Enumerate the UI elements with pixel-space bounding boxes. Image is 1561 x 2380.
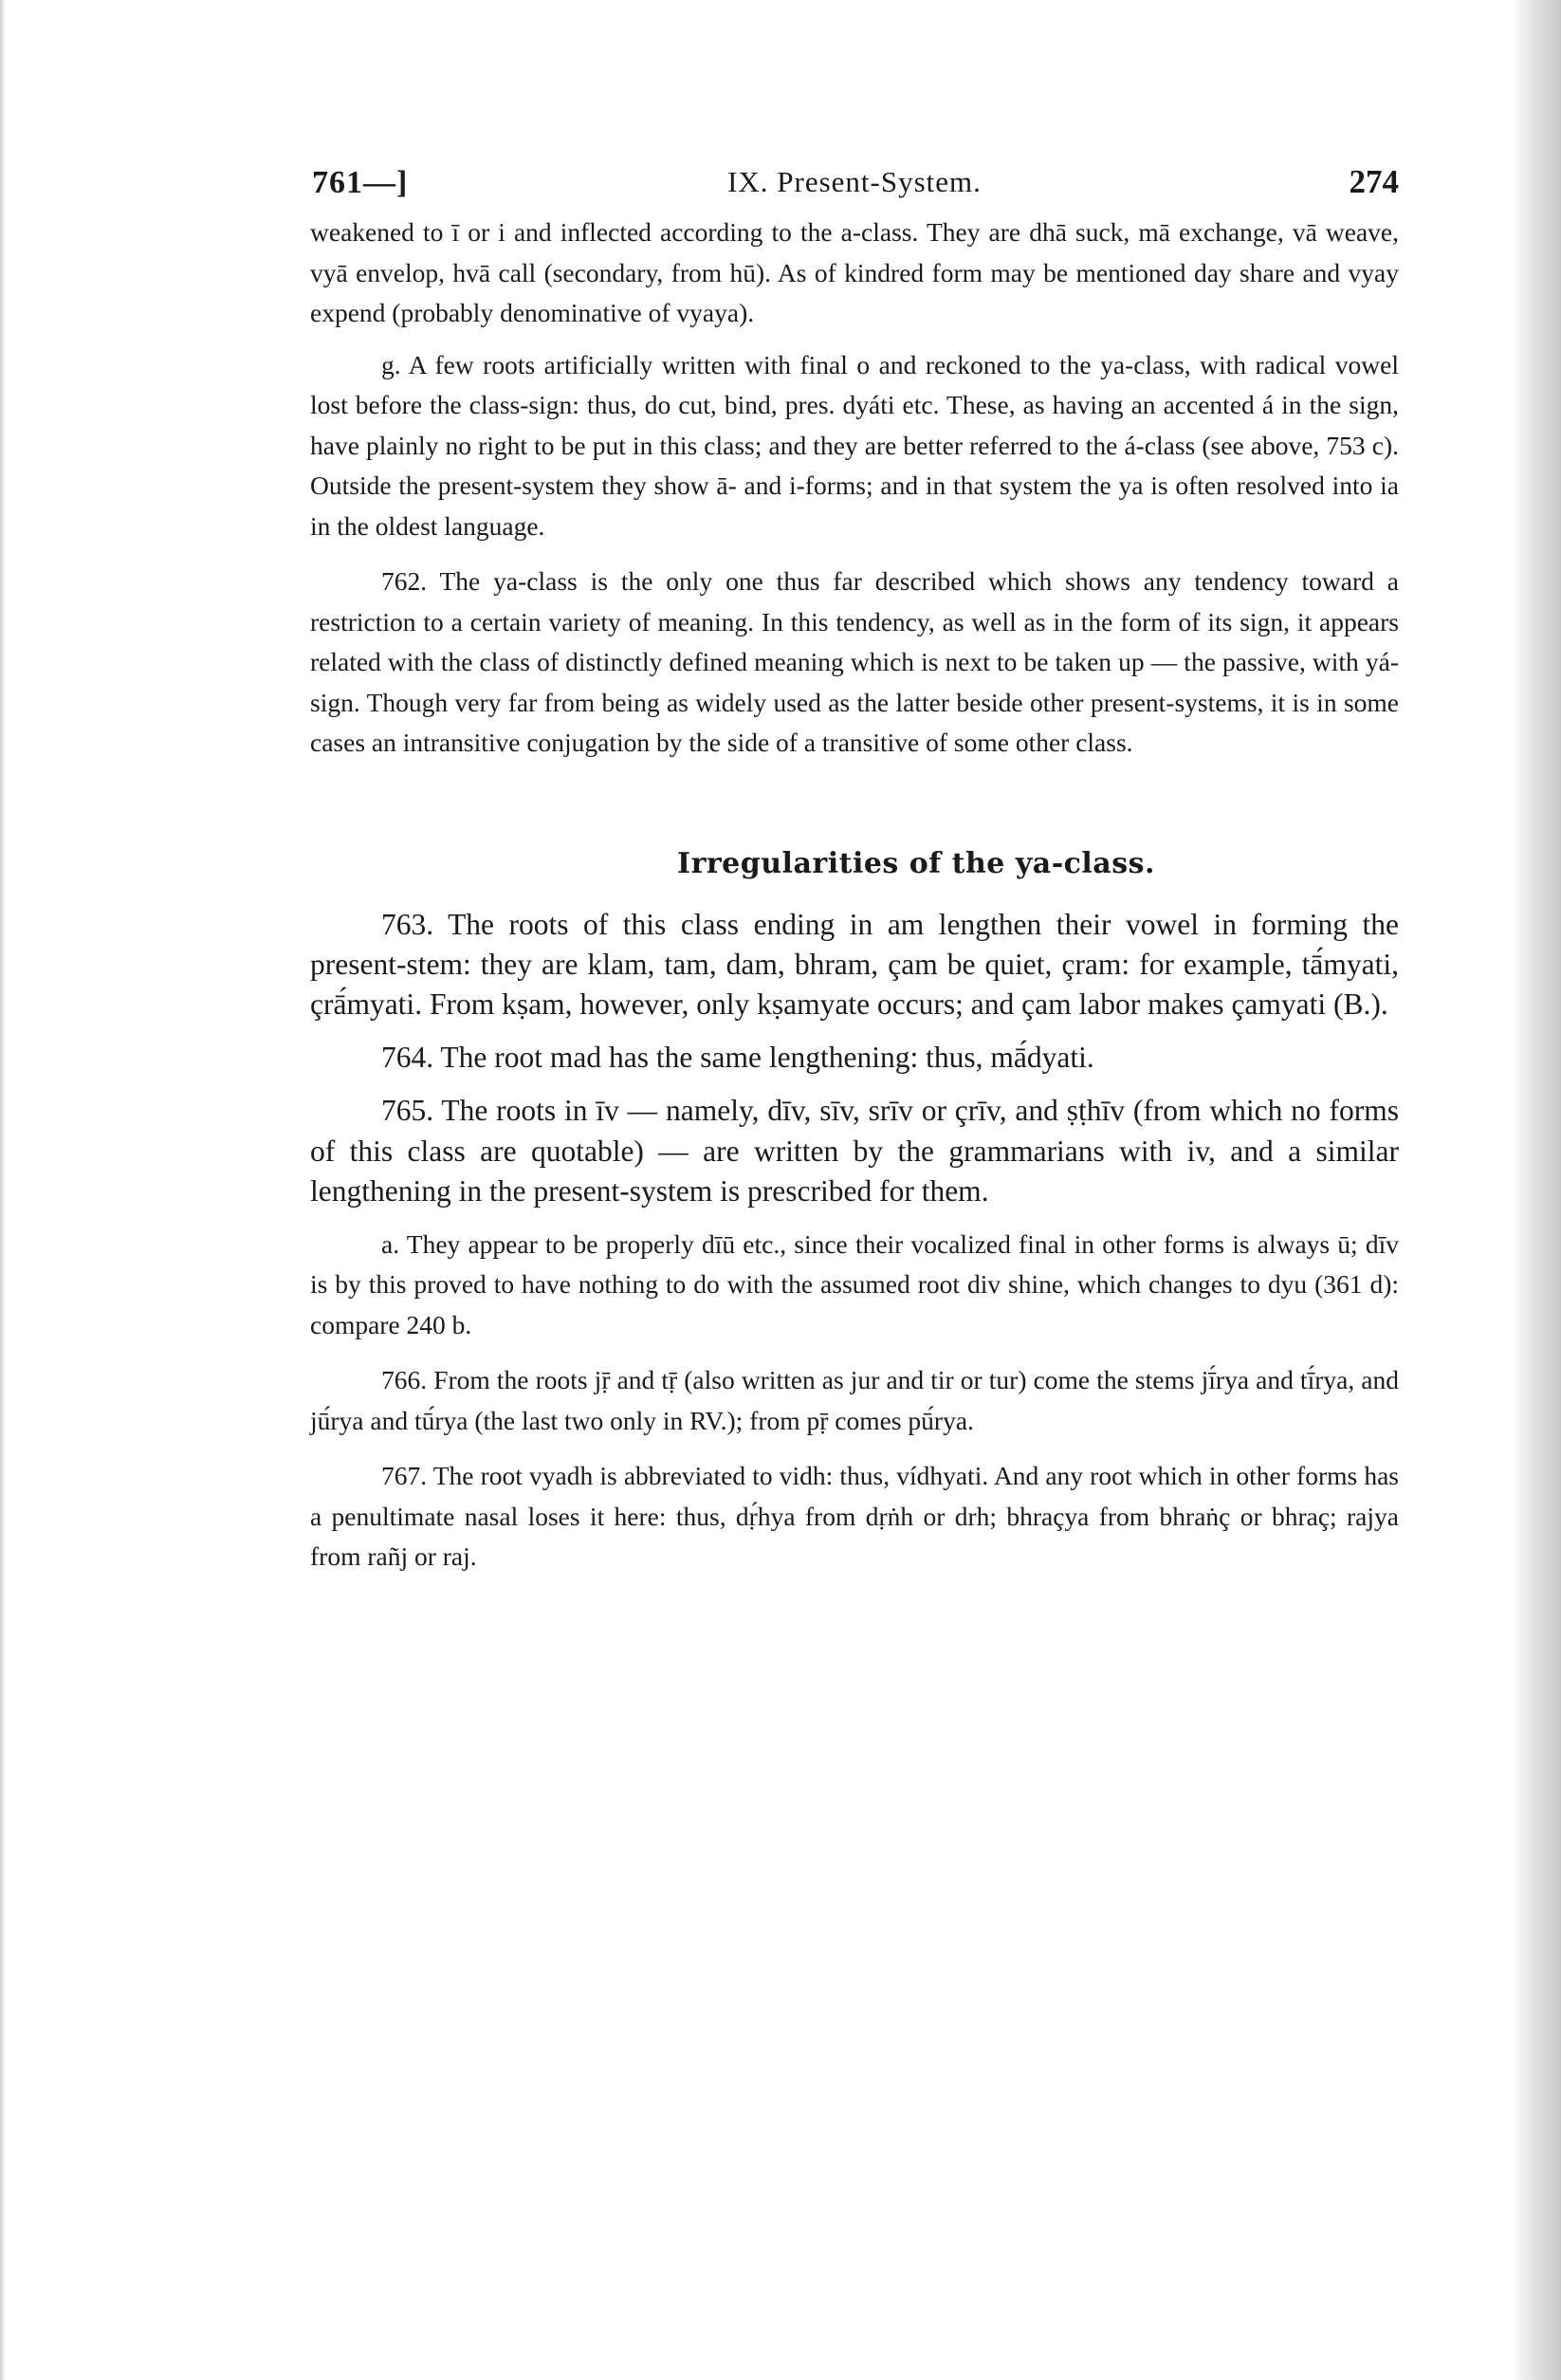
page-number: 274: [1349, 163, 1399, 200]
paragraph-762: 762. The ya-class is the only one thus far described which shows any tendency toward a restriction to a certain variety of meaning. In this tendency, as well as in the form of its sign, it appears related with the class of distinctly defined meaning which is next to be taken up — the passive, with yá-sign. Though very far from being as widely used as the latter beside other present-systems, it is in some cases an intransitive conjugation by the side of a transitive of some other class.: [310, 566, 1399, 757]
paragraph-765: 765. The roots in īv — namely, dīv, sīv, srīv or çrīv, and ṣṭhīv (from which no forms of this class are quotable) — are written by the grammarians with iv, and a similar lengthening in the present-system is prescribed for them.: [310, 1094, 1399, 1208]
paragraph-764: 764. The root mad has the same lengthening: thus, mā́dyati.: [381, 1041, 1094, 1075]
chapter-title: IX. Present-System.: [727, 165, 982, 198]
section-reference: 761—]: [312, 165, 409, 200]
running-head: [310, 152, 1399, 209]
book-page: [310, 152, 1399, 1577]
paragraph-766: 766. From the roots jṝ and tṝ (also written as jur and tir or tur) come the stems jī́rya and tī́rya, and jū́rya and tū́rya (the last two only in RV.); from pṝ comes pū́rya.: [310, 1365, 1399, 1435]
paragraph-767: 767. The root vyadh is abbreviated to vidh: thus, vídhyati. And any root which in other forms has a penultimate nasal loses it here: thus, dṛ́hya from dṛṅh or drh; bhraçya from bhraṅç or bhraç; rajya from rañj or raj.: [310, 1461, 1399, 1572]
paragraph-763: 763. The roots of this class ending in am lengthen their vowel in forming the present-stem: they are klam, tam, dam, bhram, çam be quiet, çram: for example, tā́myati, çrā́myati. From kṣam, however, only kṣamyate occurs; and çam labor makes çamyati (B.).: [310, 907, 1399, 1021]
paragraph-g: g. A few roots artificially written with final o and reckoned to the ya-class, with radical vowel lost before the class-sign: thus, do cut, bind, pres. dyáti etc. These, as having an accented á in the sign, have plainly no right to be put in this class; and they are better referred to the á-class (see above, 753 c). Outside the present-system they show ā- and i-forms; and in that system the ya is often resolved into ia in the oldest language.: [310, 349, 1399, 541]
scan-edge-right: [1512, 0, 1561, 2380]
paragraph-continuation: weakened to ī or i and inflected according to the a-class. They are dhā suck, mā exchange, vā weave, vyā envelop, hvā call (secondary, from hū). As of kindred form may be mentioned day share and vyay expend (probably denominative of vyaya).: [310, 217, 1399, 327]
section-heading: Irregularities of the ya-class.: [677, 846, 1155, 880]
paragraph-765a: a. They appear to be properly dīū etc., since their vocalized final in other forms is always ū; dīv is by this proved to have nothing to do with the assumed root div shine, which changes to dyu (361 d): compare 240 b.: [310, 1228, 1399, 1339]
scan-edge-left: [0, 0, 6, 2380]
